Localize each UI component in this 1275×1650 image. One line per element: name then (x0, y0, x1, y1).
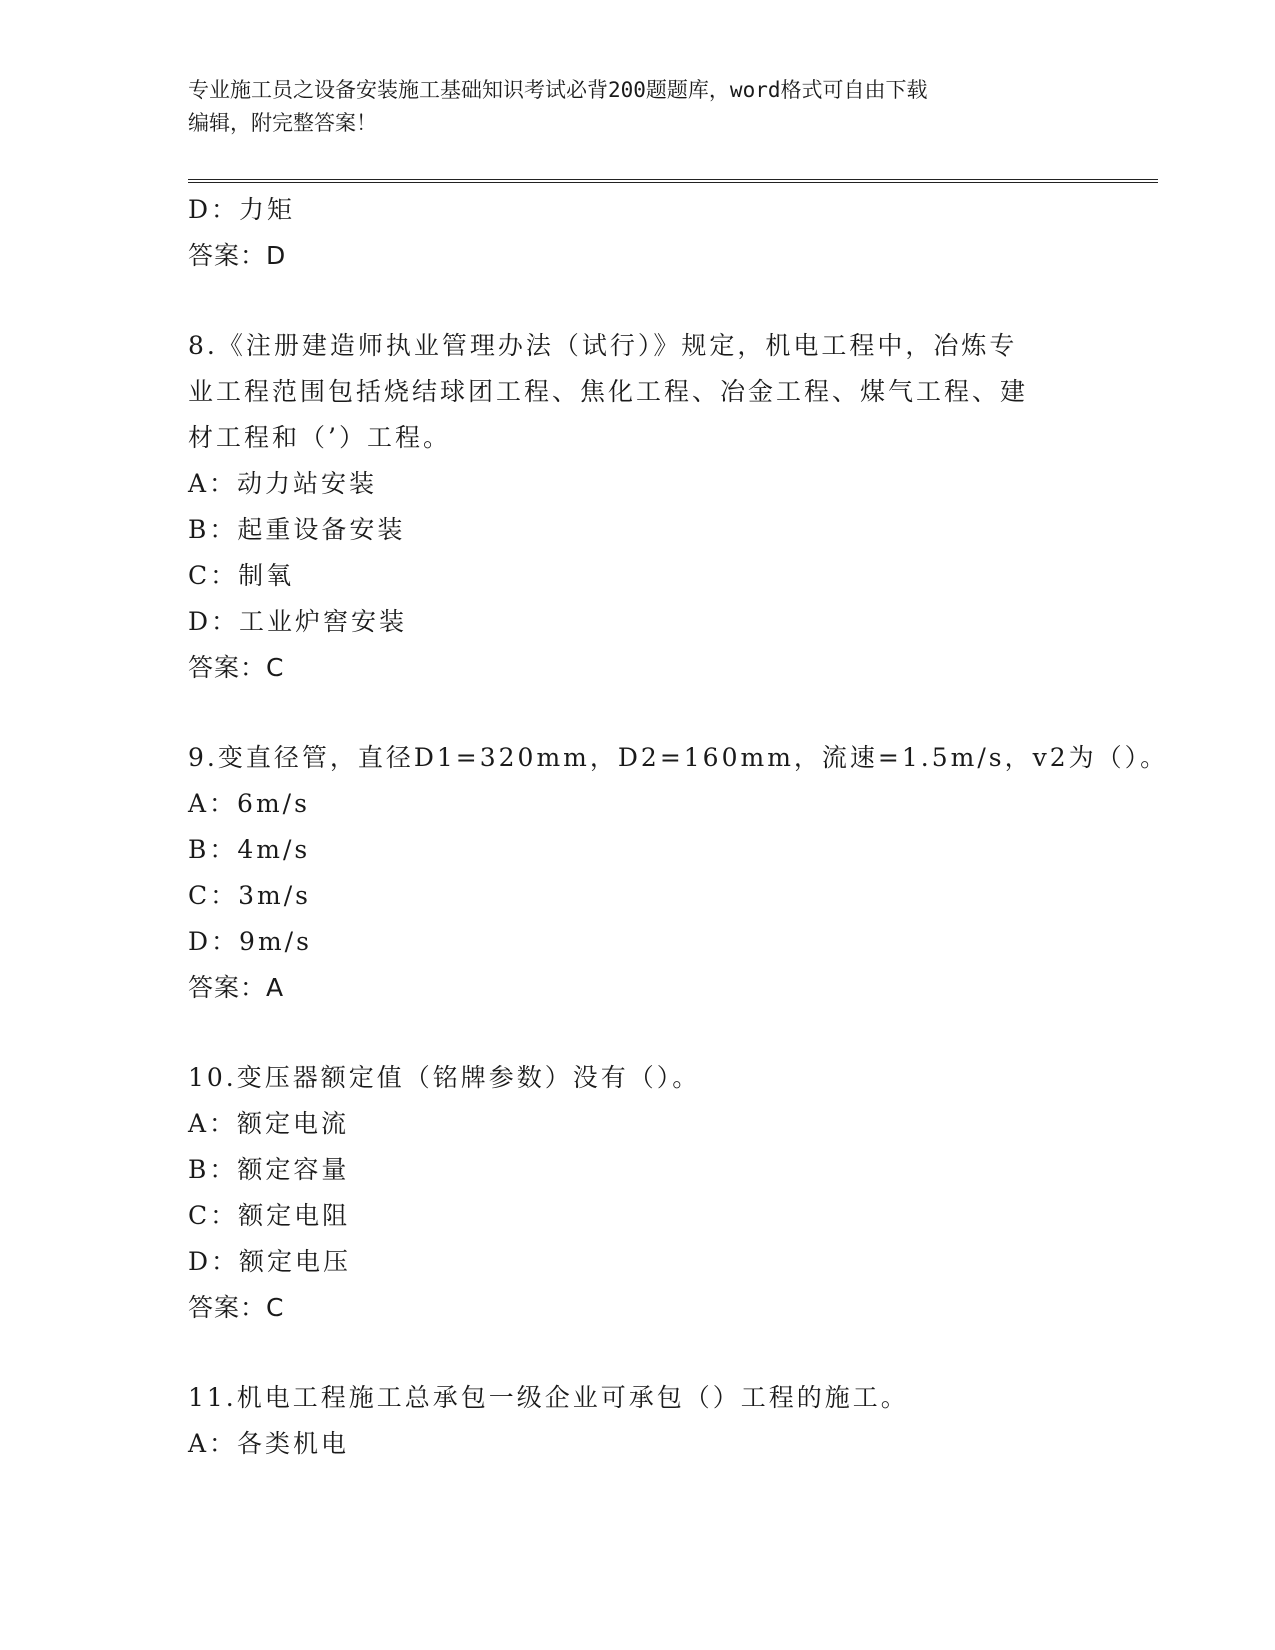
option-d: D：9m/s (188, 927, 312, 956)
document-body (188, 187, 1169, 1467)
option-b: B：起重设备安装 (188, 515, 406, 544)
option-a: A：额定电流 (188, 1109, 350, 1138)
option-b: B：额定容量 (188, 1155, 350, 1184)
question-line: 9.变直径管，直径D1=320mm，D2=160mm，流速=1.5m/s，v2为（）。 (188, 743, 1169, 772)
question-line: 8.《注册建造师执业管理办法（试行）》规定，机电工程中，冶炼专 (188, 331, 1018, 360)
page-header (188, 74, 1088, 140)
answer: 答案：D (188, 241, 287, 270)
question-line: 11.机电工程施工总承包一级企业可承包（）工程的施工。 (188, 1383, 909, 1412)
question-line: 材工程和（’）工程。 (188, 423, 451, 452)
answer: 答案：C (188, 1293, 285, 1322)
option-d: D：力矩 (188, 195, 296, 224)
question-line: 10.变压器额定值（铭牌参数）没有（）。 (188, 1063, 701, 1092)
question-11 (188, 1375, 1088, 1467)
question-9 (188, 735, 1169, 1011)
answer: 答案：A (188, 973, 285, 1002)
question-line: 业工程范围包括烧结球团工程、焦化工程、冶金工程、煤气工程、建 (188, 377, 1029, 406)
option-a: A：6m/s (188, 789, 310, 818)
header-line-1: 专业施工员之设备安装施工基础知识考试必背200题题库，word格式可自由下载 (188, 78, 928, 102)
header-divider (188, 179, 1158, 183)
option-a: A：各类机电 (188, 1429, 350, 1458)
option-b: B：4m/s (188, 835, 311, 864)
option-a: A：动力站安装 (188, 469, 378, 498)
option-c: C：制氧 (188, 561, 295, 590)
option-d: D：工业炉窖安装 (188, 607, 408, 636)
header-line-2: 编辑，附完整答案！ (188, 111, 377, 135)
answer: 答案：C (188, 653, 285, 682)
option-c: C：额定电阻 (188, 1201, 351, 1230)
option-d: D：额定电压 (188, 1247, 352, 1276)
option-c: C：3m/s (188, 881, 311, 910)
question-8 (188, 323, 1088, 691)
question-10 (188, 1055, 1088, 1331)
